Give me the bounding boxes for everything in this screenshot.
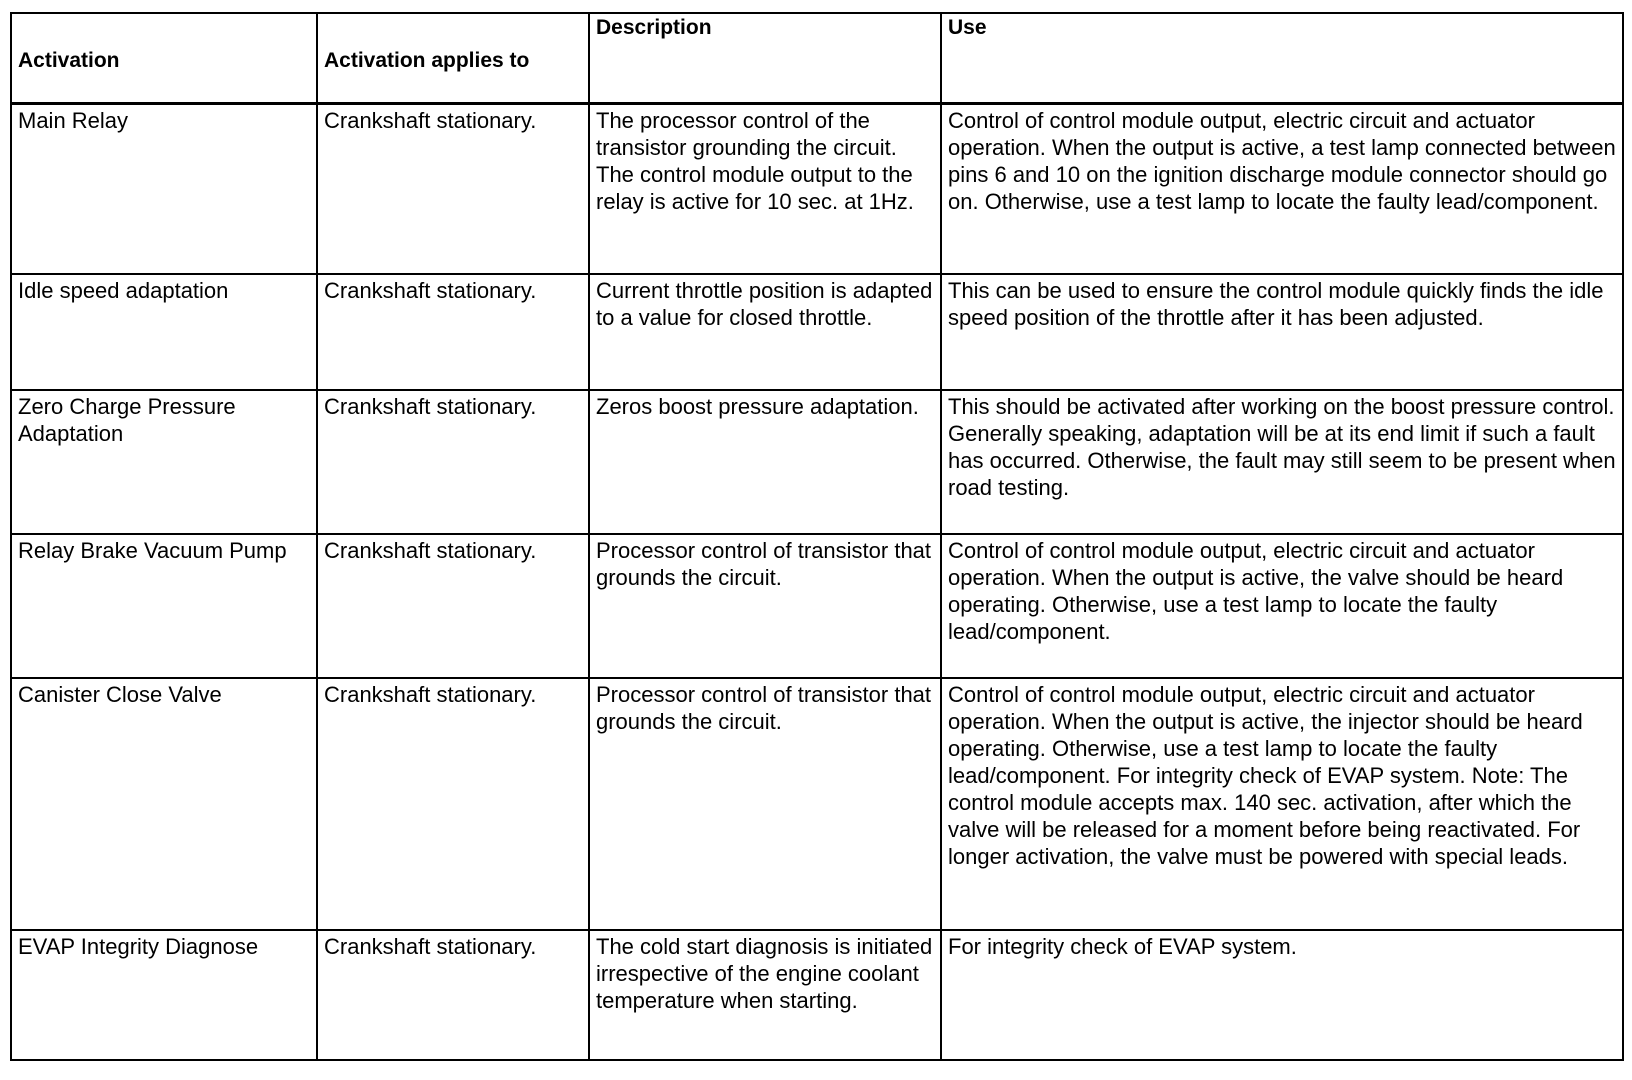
cell-activation: Zero Charge Pressure Adaptation bbox=[11, 390, 317, 534]
cell-applies-to: Crankshaft stationary. bbox=[317, 274, 589, 390]
cell-applies-to: Crankshaft stationary. bbox=[317, 104, 589, 275]
cell-description: The processor control of the transistor grounding the circuit. The control module output to the relay is active for 10 sec. at 1Hz. bbox=[589, 104, 941, 275]
cell-activation: Main Relay bbox=[11, 104, 317, 275]
cell-use: This should be activated after working on the boost pressure control. Generally speaking, adaptation will be at its end limit if such a fault has occurred. Otherwise, the fault may still seem to be present when road testing. bbox=[941, 390, 1623, 534]
header-use: Use bbox=[941, 13, 1623, 104]
cell-use: Control of control module output, electric circuit and actuator operation. When the output is active, a test lamp connected between pins 6 and 10 on the ignition discharge module connector should go on. Otherwise, use a test lamp to locate the faulty lead/component. bbox=[941, 104, 1623, 275]
cell-description: Current throttle position is adapted to a value for closed throttle. bbox=[589, 274, 941, 390]
cell-use: This can be used to ensure the control module quickly finds the idle speed position of the throttle after it has been adjusted. bbox=[941, 274, 1623, 390]
cell-applies-to: Crankshaft stationary. bbox=[317, 678, 589, 930]
cell-activation: Canister Close Valve bbox=[11, 678, 317, 930]
table-row bbox=[11, 390, 1623, 534]
cell-description: Processor control of transistor that grounds the circuit. bbox=[589, 534, 941, 678]
header-activation-applies-to: Activation applies to bbox=[317, 13, 589, 104]
cell-applies-to: Crankshaft stationary. bbox=[317, 930, 589, 1060]
cell-applies-to: Crankshaft stationary. bbox=[317, 390, 589, 534]
cell-activation: EVAP Integrity Diagnose bbox=[11, 930, 317, 1060]
header-description: Description bbox=[589, 13, 941, 104]
cell-description: Processor control of transistor that grounds the circuit. bbox=[589, 678, 941, 930]
cell-use: Control of control module output, electric circuit and actuator operation. When the output is active, the injector should be heard operating. Otherwise, use a test lamp to locate the faulty lead/component. For integrity check of EVAP system. Note: The control module accepts max. 140 sec. activation, after which the valve will be released for a moment before being reactivated. For longer activation, the valve must be powered with special leads. bbox=[941, 678, 1623, 930]
cell-use: For integrity check of EVAP system. bbox=[941, 930, 1623, 1060]
cell-activation: Relay Brake Vacuum Pump bbox=[11, 534, 317, 678]
cell-use: Control of control module output, electric circuit and actuator operation. When the output is active, the valve should be heard operating. Otherwise, use a test lamp to locate the faulty lead/component. bbox=[941, 534, 1623, 678]
cell-description: Zeros boost pressure adaptation. bbox=[589, 390, 941, 534]
header-activation: Activation bbox=[11, 13, 317, 104]
cell-activation: Idle speed adaptation bbox=[11, 274, 317, 390]
cell-applies-to: Crankshaft stationary. bbox=[317, 534, 589, 678]
table-row bbox=[11, 274, 1623, 390]
activation-table bbox=[10, 12, 1624, 1061]
table-row bbox=[11, 104, 1623, 275]
table-header-row bbox=[11, 13, 1623, 104]
cell-description: The cold start diagnosis is initiated irrespective of the engine coolant temperature when starting. bbox=[589, 930, 941, 1060]
table-row bbox=[11, 678, 1623, 930]
table-row bbox=[11, 930, 1623, 1060]
table-row bbox=[11, 534, 1623, 678]
